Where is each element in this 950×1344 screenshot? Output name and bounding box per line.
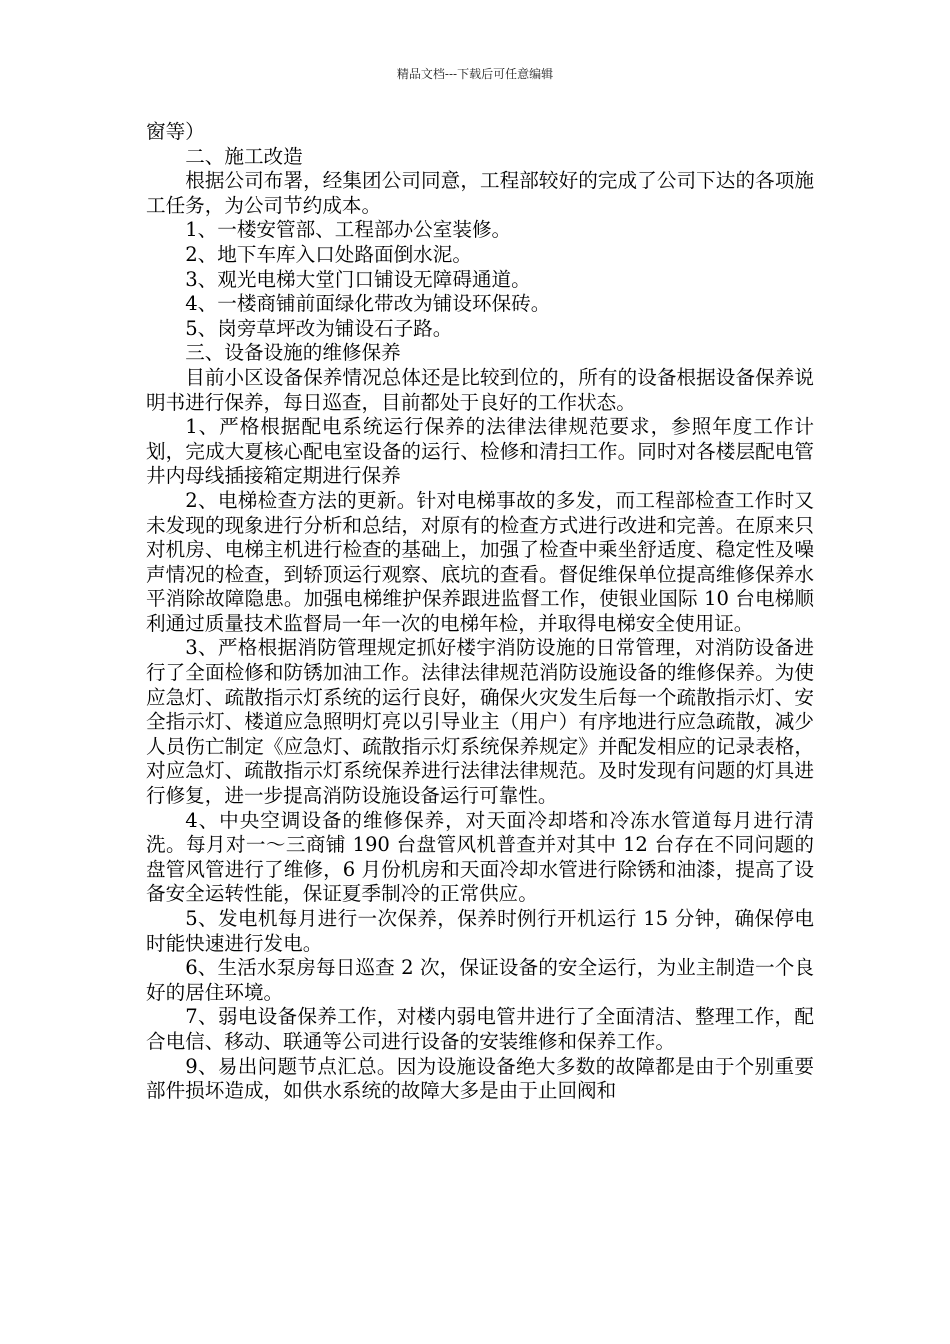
list-item: 5、发电机每月进行一次保养，保养时例行开机运行 15 分钟，确保停电时能快速进行发电。 [146,907,814,955]
page-header: 精品文档---下载后可任意编辑 [396,67,554,81]
list-item: 1、一楼安管部、工程部办公室装修。 [185,218,512,242]
list-item: 2、电梯检查方法的更新。针对电梯事故的多发，而工程部检查工作时又未发现的现象进行分析和总结，对原有的检查方式进行改进和完善。在原来只对机房、电梯主机进行检查的基础上，加强了检查中乘坐舒适度、稳定性及噪声情况的检查，到轿顶运行观察、底坑的查看。督促维保单位提高维修保养水平消除故障隐患。加强电梯维护保养跟进监督工作，使银业国际 10 台电梯顺利通过质量技术监督局一年一次的电梯年检，并取得电梯安全使用证。 [146,488,814,635]
list-item: 7、弱电设备保养工作，对楼内弱电管井进行了全面清洁、整理工作，配合电信、移动、联通等公司进行设备的安装维修和保养工作。 [146,1005,814,1053]
paragraph: 根据公司布署，经集团公司同意，工程部较好的完成了公司下达的各项施工任务，为公司节约成本。 [146,169,814,217]
list-item: 5、岗旁草坪改为铺设石子路。 [185,316,453,340]
section-heading-construction: 二、施工改造 [185,144,303,168]
list-item: 3、观光电梯大堂门口铺设无障碍通道。 [185,267,531,291]
list-item: 9、易出问题节点汇总。因为设施设备绝大多数的故障都是由于个别重要部件损坏造成，如供水系统的故障大多是由于止回阀和 [146,1054,814,1103]
paragraph: 目前小区设备保养情况总体还是比较到位的，所有的设备根据设备保养说明书进行保养，每日巡查，目前都处于良好的工作状态。 [146,365,814,414]
list-item: 4、中央空调设备的维修保养，对天面冷却塔和冷冻水管道每月进行清洗。每月对一～三商铺 190 台盘管风机普查并对其中 12 台存在不同问题的盘管风管进行了维修，6 月份机房和天面冷却水管进行除锈和油漆，提高了设备安全运转性能，保证夏季制冷的正常供应。 [146,808,814,906]
list-item: 6、生活水泵房每日巡查 2 次，保证设备的安全运行，为业主制造一个良好的居住环境。 [146,956,814,1004]
list-item: 4、一楼商铺前面绿化带改为铺设环保砖。 [185,292,551,316]
document-body [146,120,814,1104]
list-item: 1、严格根据配电系统运行保养的法律法律规范要求，参照年度工作计划，完成大夏核心配电室设备的运行、检修和清扫工作。同时对各楼层配电管井内母线插接箱定期进行保养 [146,415,814,488]
list-item: 2、地下车库入口处路面倒水泥。 [185,242,472,266]
paragraph-continuation: 窗等） [146,120,205,143]
section-heading-maintenance: 三、设备设施的维修保养 [185,341,401,365]
list-item: 3、严格根据消防管理规定抓好楼宇消防设施的日常管理，对消防设备进行了全面检修和防锈加油工作。法律法律规范消防设施设备的维修保养。为使应急灯、疏散指示灯系统的运行良好，确保火灾发生后每一个疏散指示灯、安全指示灯、楼道应急照明灯亮以引导业主（用户）有序地进行应急疏散，减少人员伤亡制定《应急灯、疏散指示灯系统保养规定》并配发相应的记录表格，对应急灯、疏散指示灯系统保养进行法律法律规范。及时发现有问题的灯具进行修复，进一步提高消防设施设备运行可靠性。 [146,636,814,808]
